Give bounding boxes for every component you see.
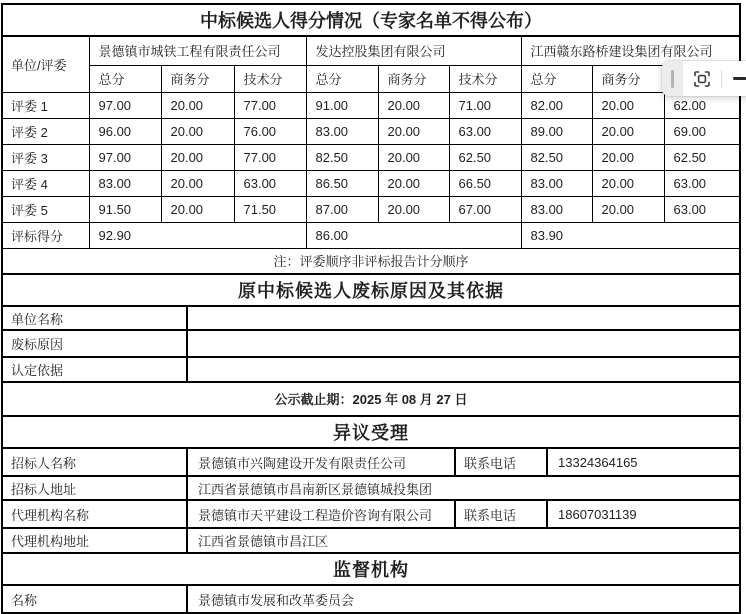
table-row <box>3 196 739 222</box>
rejection-section <box>3 273 739 381</box>
score-cell: 66.50 <box>449 170 521 196</box>
score-cell: 20.00 <box>592 170 664 196</box>
total-score-cell: 92.90 <box>89 222 306 248</box>
minus-icon[interactable] <box>722 69 746 89</box>
score-cell: 97.00 <box>89 144 161 170</box>
score-cell: 63.00 <box>664 196 739 222</box>
subheader-total: 总分 <box>306 65 378 92</box>
corner-header: 单位/评委 <box>3 36 89 92</box>
field-value <box>187 306 739 330</box>
judge-label: 评委 3 <box>3 144 89 170</box>
subheader-total: 总分 <box>521 65 592 92</box>
table-row <box>3 476 739 500</box>
total-score-label: 评标得分 <box>3 222 89 248</box>
score-cell: 77.00 <box>234 144 306 170</box>
table-row <box>3 357 739 381</box>
phone-label: 联系电话 <box>455 500 547 528</box>
score-cell: 91.00 <box>306 92 378 118</box>
judge-label: 评委 4 <box>3 170 89 196</box>
field-label: 代理机构名称 <box>3 500 187 528</box>
score-cell: 83.00 <box>521 196 592 222</box>
field-value: 江西省景德镇市昌南新区景德镇城投集团 <box>187 476 739 500</box>
subheader-commercial: 商务分 <box>592 65 664 92</box>
page-title: 中标候选人得分情况（专家名单不得公布） <box>3 5 739 36</box>
judge-label: 评委 2 <box>3 118 89 144</box>
field-value: 景德镇市兴陶建设开发有限责任公司 <box>187 448 455 476</box>
total-score-cell: 86.00 <box>306 222 521 248</box>
score-cell: 62.00 <box>664 92 739 118</box>
score-cell: 20.00 <box>378 92 449 118</box>
field-label: 招标人名称 <box>3 448 187 476</box>
field-label: 代理机构地址 <box>3 528 187 552</box>
score-cell: 83.00 <box>89 170 161 196</box>
score-cell: 20.00 <box>161 118 234 144</box>
supervision-section <box>3 552 739 612</box>
objection-heading: 异议受理 <box>3 416 739 448</box>
score-cell: 20.00 <box>161 144 234 170</box>
order-note: 注：评委顺序非评标报告计分顺序 <box>3 248 739 273</box>
field-label: 单位名称 <box>3 306 187 330</box>
score-cell: 63.00 <box>449 118 521 144</box>
phone-value: 13324364165 <box>547 448 739 476</box>
score-cell: 20.00 <box>592 144 664 170</box>
field-label: 名称 <box>3 585 187 612</box>
score-cell: 20.00 <box>592 92 664 118</box>
score-cell: 89.00 <box>521 118 592 144</box>
judge-label: 评委 1 <box>3 92 89 118</box>
table-row <box>3 170 739 196</box>
company-header: 发达控股集团有限公司 <box>306 36 521 65</box>
score-cell: 63.00 <box>664 170 739 196</box>
objection-section <box>3 415 739 552</box>
table-row <box>3 330 739 357</box>
score-cell: 20.00 <box>161 170 234 196</box>
score-cell: 20.00 <box>378 118 449 144</box>
field-label: 招标人地址 <box>3 476 187 500</box>
table-row <box>3 585 739 612</box>
field-label: 废标原因 <box>3 330 187 357</box>
phone-label: 联系电话 <box>455 448 547 476</box>
score-cell: 87.00 <box>306 196 378 222</box>
subheader-commercial: 商务分 <box>161 65 234 92</box>
table-row <box>3 306 739 330</box>
phone-value: 18607031139 <box>547 500 739 528</box>
drag-handle[interactable] <box>662 61 683 96</box>
judge-label: 评委 5 <box>3 196 89 222</box>
score-cell: 82.50 <box>521 144 592 170</box>
table-row <box>3 448 739 476</box>
table-row <box>3 118 739 144</box>
score-cell: 86.50 <box>306 170 378 196</box>
score-cell: 97.00 <box>89 92 161 118</box>
supervision-heading: 监督机构 <box>3 553 739 585</box>
field-value <box>187 330 739 357</box>
field-label: 认定依据 <box>3 357 187 381</box>
score-cell: 63.00 <box>234 170 306 196</box>
score-cell: 83.00 <box>521 170 592 196</box>
company-header: 景德镇市城铁工程有限责任公司 <box>89 36 306 65</box>
score-cell: 67.00 <box>449 196 521 222</box>
table-row <box>3 144 739 170</box>
score-cell: 71.00 <box>449 92 521 118</box>
score-cell: 91.50 <box>89 196 161 222</box>
score-cell: 20.00 <box>592 118 664 144</box>
score-cell: 20.00 <box>161 196 234 222</box>
minus-glyph <box>733 77 746 80</box>
subheader-technical: 技术分 <box>449 65 521 92</box>
score-table <box>3 5 739 273</box>
score-cell: 82.50 <box>306 144 378 170</box>
score-cell: 76.00 <box>234 118 306 144</box>
company-header: 江西赣东路桥建设集团有限公司 <box>521 36 739 65</box>
total-score-row <box>3 222 739 248</box>
score-cell: 62.50 <box>664 144 739 170</box>
publicity-deadline: 公示截止期：2025 年 08 月 27 日 <box>3 381 739 415</box>
field-value: 江西省景德镇市昌江区 <box>187 528 739 552</box>
field-value <box>187 357 739 381</box>
total-score-cell: 83.90 <box>521 222 739 248</box>
score-cell: 20.00 <box>378 196 449 222</box>
score-cell: 62.50 <box>449 144 521 170</box>
subheader-commercial: 商务分 <box>378 65 449 92</box>
notice-document <box>1 3 741 614</box>
drag-handle-bar <box>671 70 674 88</box>
score-cell: 71.50 <box>234 196 306 222</box>
subheader-total: 总分 <box>89 65 161 92</box>
table-row <box>3 500 739 528</box>
rejection-heading: 原中标候选人废标原因及其依据 <box>3 274 739 306</box>
field-value: 景德镇市天平建设工程造价咨询有限公司 <box>187 500 455 528</box>
table-row <box>3 92 739 118</box>
score-cell: 20.00 <box>161 92 234 118</box>
score-cell: 96.00 <box>89 118 161 144</box>
score-cell: 69.00 <box>664 118 739 144</box>
subheader-technical: 技术分 <box>234 65 306 92</box>
fit-to-screen-icon[interactable] <box>692 69 712 89</box>
score-cell: 20.00 <box>378 144 449 170</box>
score-cell: 83.00 <box>306 118 378 144</box>
field-value: 景德镇市发展和改革委员会 <box>187 585 739 612</box>
score-cell: 20.00 <box>378 170 449 196</box>
score-cell: 77.00 <box>234 92 306 118</box>
table-row <box>3 528 739 552</box>
score-cell: 20.00 <box>592 196 664 222</box>
image-toolbar <box>662 61 746 96</box>
score-cell: 82.00 <box>521 92 592 118</box>
